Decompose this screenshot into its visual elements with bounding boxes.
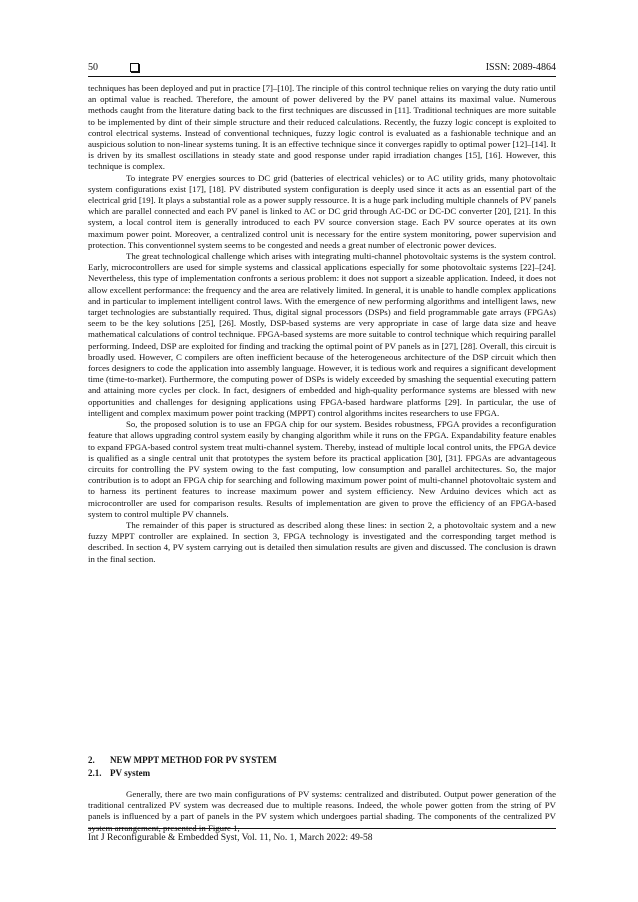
issn: ISSN: 2089-4864 bbox=[485, 61, 556, 73]
paragraph: To integrate PV energies sources to DC grid (batteries of electrical vehicles) or to AC utility grids, many photovoltaic system configurations exist [17], [18]. PV distributed system configuration is deeply used since it acts as an essential part of the electrical grid [19]. It plays a substantial role as a power supply ressource. It is a huge park including multiple channels of PV panels which are parallel connected and each PV panel is linked to AC or DC grid through AC-DC or DC-DC converter [20], [21]. In this system, a local control item is generally introduced to each PV source conversion stage. Each PV source operates at its own maximum power point. Moreover, a centralized control unit is necessary for the entire system monitoring, power supervision and protection. This conventionnel system seems to be congested and needs a great number of electronic power devices. bbox=[88, 172, 556, 250]
subsection-heading bbox=[88, 768, 150, 778]
paragraph: So, the proposed solution is to use an FPGA chip for our system. Besides robustness, FPGA provides a reconfiguration feature that allows upgrading control system easily by changing algorithm while it runs on the FPGA. Expandability feature enables to expand FPGA-based control system treat multi-channel system. Thereby, instead of multiple local control units, the FPGA device is qualified as a single central unit that prototypes the system before its practical application [30], [31]. FPGAs are advantageous circuits for controlling the PV system owing to the fast computing, low consumption and parallel architectures. So, the major contribution is to adopt an FPGA chip for searching and following maximum power point of multi-channel photovoltaic system and to harness its pertinent features to increase maximum power and system efficiency. New Arduino devices which act as microcontroller are used for comparison results. Results of implementation are given to prove the efficiency of an FPGA-based system to control multiple PV channels. bbox=[88, 419, 556, 519]
article-body bbox=[88, 83, 556, 565]
section-number: 2. bbox=[88, 755, 95, 765]
page-number: 50 bbox=[88, 61, 98, 73]
subsection-title: PV system bbox=[110, 768, 151, 778]
paragraph: Generally, there are two main configurations of PV systems: centralized and distributed. Output power generation of the traditional centralized PV system was decreased due to multiple reasons. Indeed, the whole power gotten from the string of PV panels is influenced by a part of panels in the PV system which undergoes partial shading. The components of the centralized PV system arrangement, presented in Figure 1, bbox=[88, 789, 556, 833]
page-header bbox=[88, 60, 556, 74]
square-icon bbox=[130, 63, 139, 72]
paragraph: techniques has been deployed and put in practice [7]–[10]. The rinciple of this control technique relies on varying the duty ratio until an optimal value is reached. Therefore, the amount of power delivered by the PV panel attains its maximal value. Numerous methods caught from the literature dating back to the first techniques are discussed in [11]. Traditional techniques are more suitable to be implemented by dint of their simple structure and their reduced calculations. Recently, the fuzzy logic concept is exploited to control electrical systems. Instead of conventional techniques, fuzzy logic control is evaluated as a fashionable technique and an auspicious solution to non-linear systems tuning. It is an effective technique since it converges rapidly to optimal power [12]–[14]. It is driven by its smallest oscillations in steady state and good response under rapid irradiation changes [15], [16]. However, this technique is complex. bbox=[88, 83, 556, 172]
paragraph: The remainder of this paper is structured as described along these lines: in section 2, a photovoltaic system and a new fuzzy MPPT controller are explained. In section 3, FPGA technology is investigated and the corresponding target method is described. In section 4, PV system carrying out is detailed then simulation results are given and discussed. The conclusion is drawn in the final section. bbox=[88, 519, 556, 564]
section-heading bbox=[88, 755, 277, 765]
journal-footer: Int J Reconfigurable & Embedded Syst, Vol. 11, No. 1, March 2022: 49-58 bbox=[88, 833, 373, 843]
subsection-number: 2.1. bbox=[88, 768, 102, 778]
paragraph: The great technological challenge which arises with integrating multi-channel photovoltaic systems is the system control. Early, microcontrollers are used for simple systems and classical applications especially for some photovoltaic systems [22]–[24]. Nevertheless, this type of implementation confronts a serious problem: it does not support a sizeable application. Indeed, it does not allow excellent performance: the frequency and the area are relatively limited. In general, it is unable to handle complex applications and in particular to implement intelligent control laws. With the emergence of new performing algorithms and intelligent laws, new target technologies are substantially required. Thus, digital signal processors (DSPs) and field programmable gate arrays (FPGAs) seem to be the key solutions [25], [26]. Mostly, DSP-based systems are very appropriate in case of large data size and heave mathematical calculations of control technique. FPGA-based systems are more suitable to control technique which requiring parallel performing. Indeed, DSP are exploited for finding and tracking the optimal point of PV panels as in [27], [28]. Overall, this circuit is broadly used. However, C compilers are often inefficient because of the heterogeneous architecture of the DSP circuit which then forces designers to code the application into assembly language. However, it is tedious work and requires a significant development time (time-to-market). Furthermore, the computing power of DSPs is widely exceeded by smashing the sequential executing pattern and attaining more cycles per clock. In fact, designers of embedded and high-quality performance systems are blessed with new opportunities and challenges for designing applications using FPGA-based hardware platforms [29]. In particular, the use of intelligent and complex maximum power point tracking (MPPT) control algorithms incites researchers to use FPGA. bbox=[88, 251, 556, 418]
section-title: NEW MPPT METHOD FOR PV SYSTEM bbox=[110, 755, 277, 765]
header-rule bbox=[88, 76, 556, 77]
footer-rule bbox=[88, 828, 556, 829]
